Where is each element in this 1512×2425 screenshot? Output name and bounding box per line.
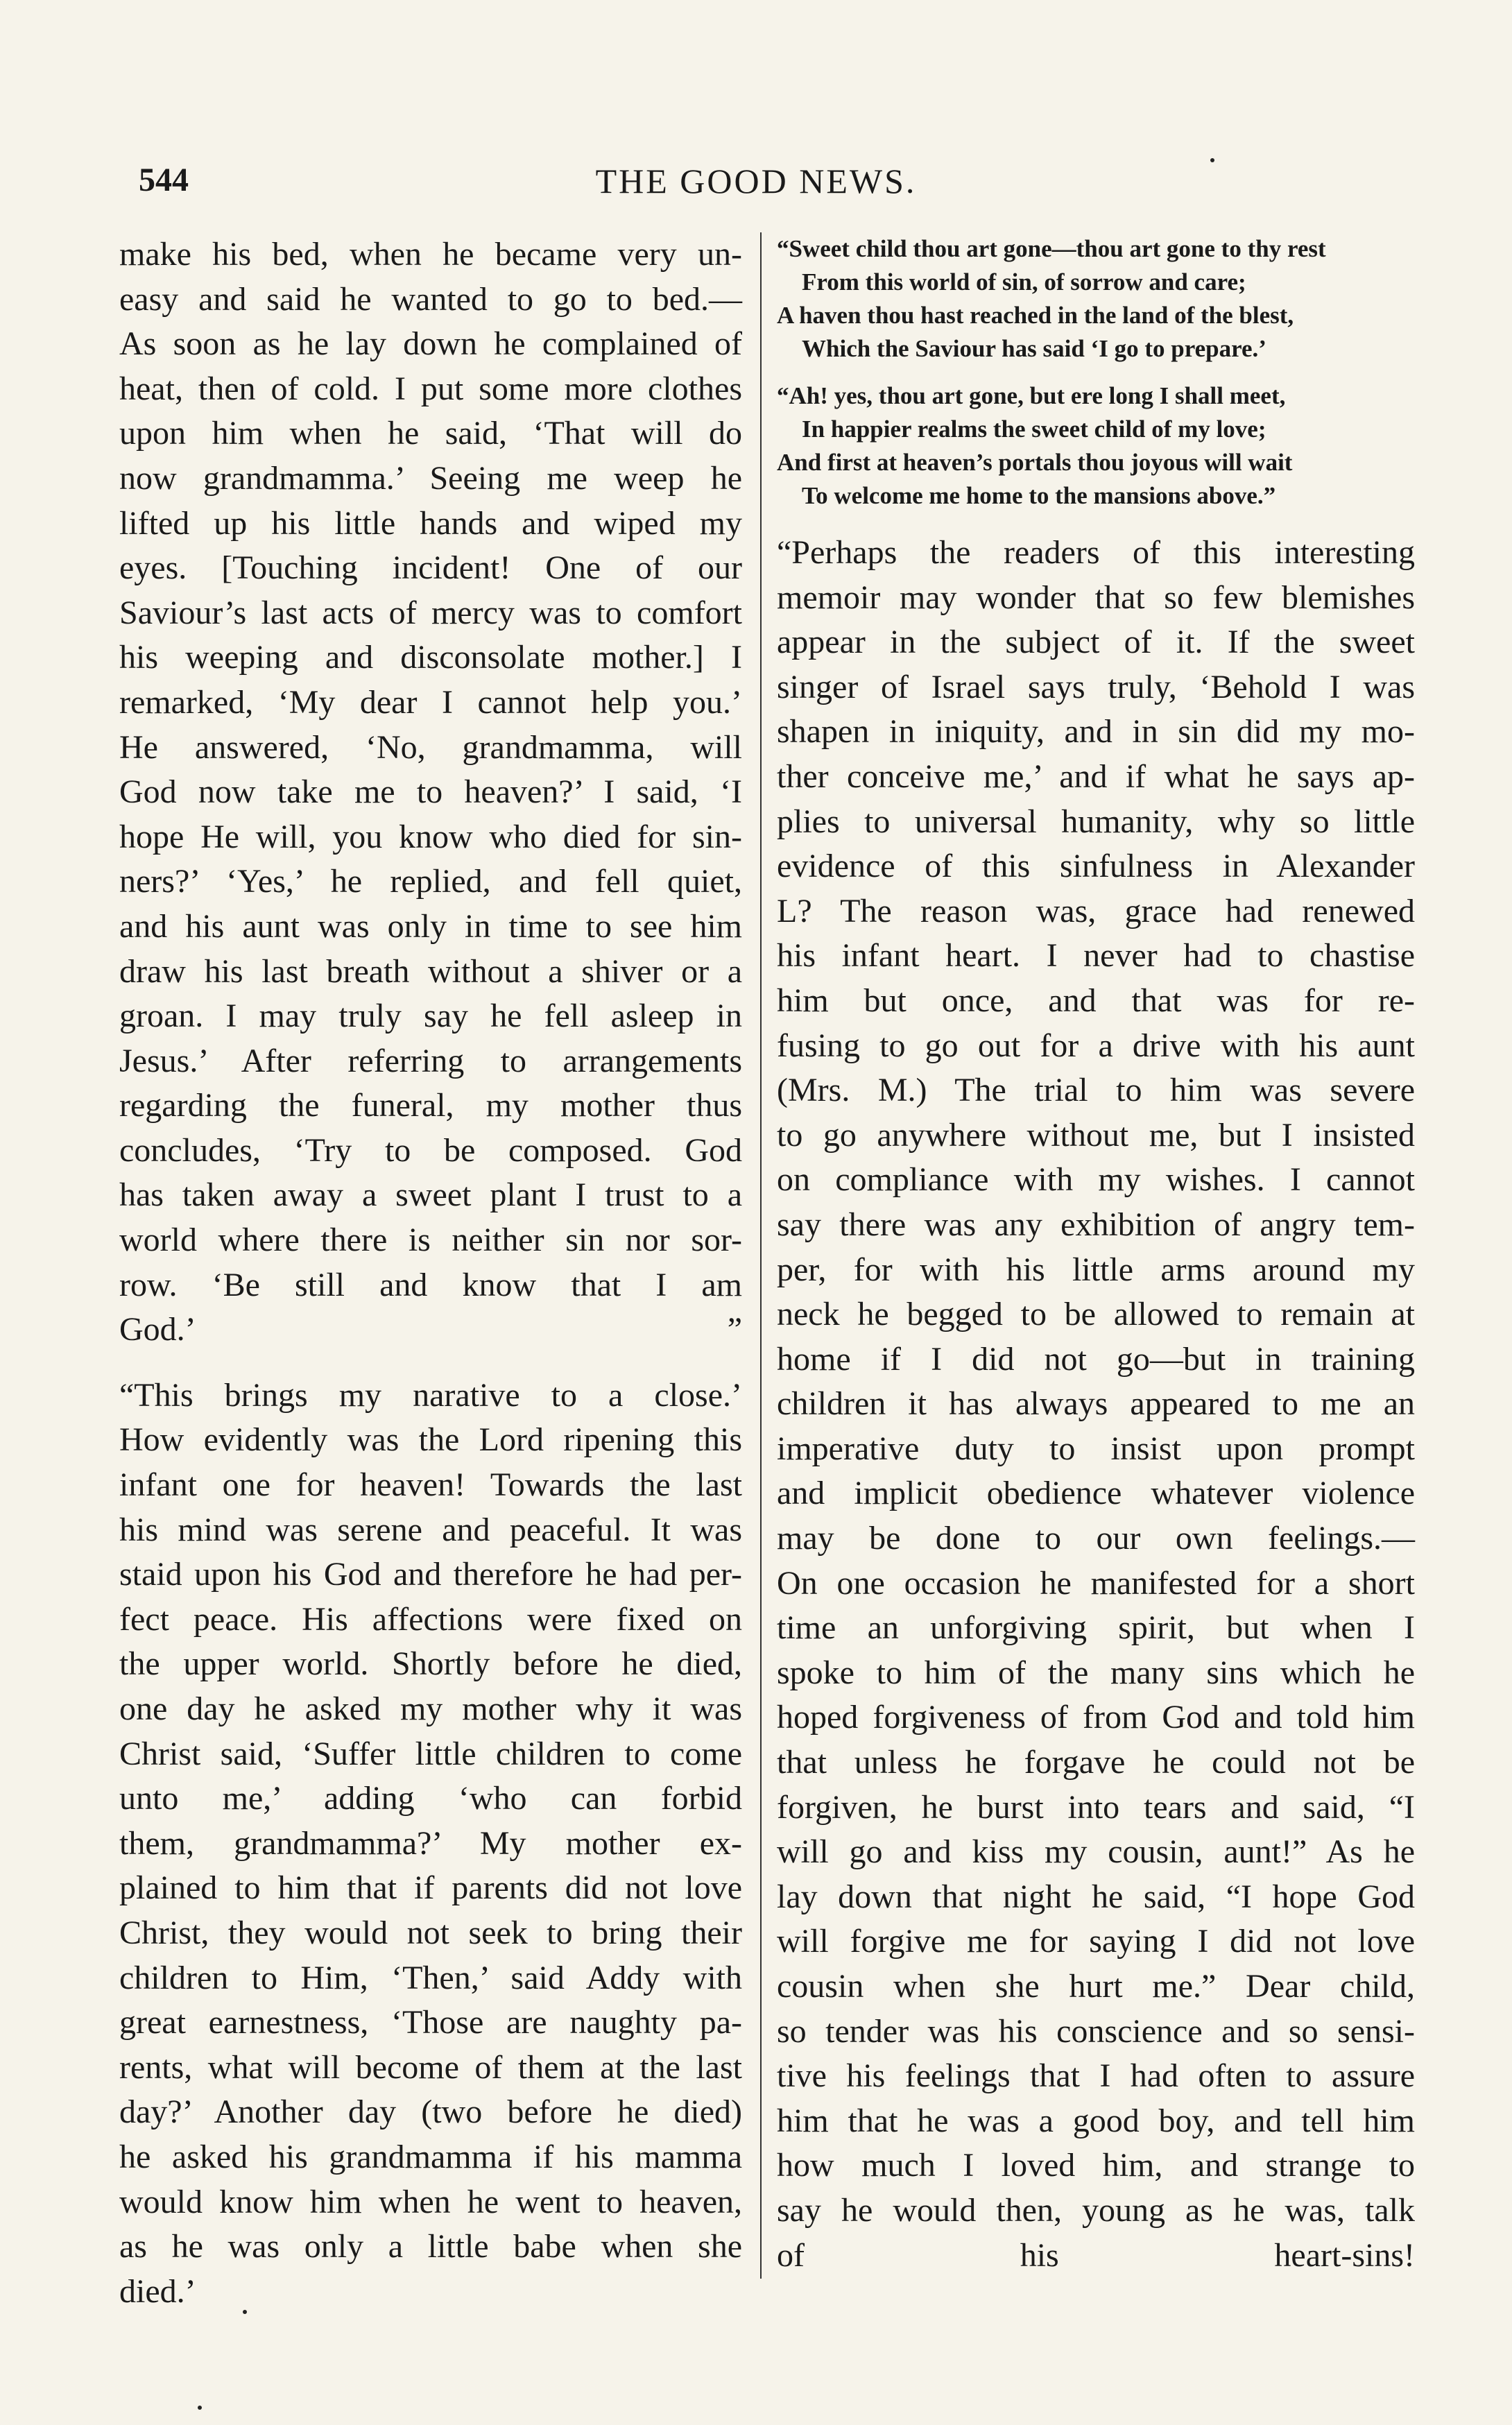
text-line: remarked, ‘My dear I cannot help you.’ [119,683,742,721]
page-header [111,161,1401,209]
text-line: God.’ ” [119,1311,742,1348]
text-line: tive his feelings that I had often to assure [777,2057,1415,2095]
text-line: shapen in iniquity, and in sin did my mo- [777,713,1415,751]
text-line: concludes, ‘Try to be composed. God [119,1131,742,1169]
text-line: draw his last breath without a shiver or a [119,952,742,990]
text-line: to go anywhere without me, but I insisted [777,1116,1415,1154]
text-line: spoke to him of the many sins which he [777,1654,1415,1691]
text-line: his weeping and disconsolate mother.] I [119,639,742,676]
text-line: On one occasion he manifested for a short [777,1564,1415,1602]
text-line: how much I loved him, and strange to [777,2147,1415,2184]
verse-line: “Ah! yes, thou art gone, but ere long I shall meet, [777,382,1286,409]
verse-line: From this world of sin, of sorrow and care; [802,268,1246,295]
text-line: regarding the funeral, my mother thus [119,1087,742,1124]
print-speck [1210,158,1214,162]
verse-line: In happier realms the sweet child of my love; [802,415,1266,443]
text-line: as he was only a little babe when she [119,2228,742,2265]
text-line: God now take me to heaven?’ I said, ‘I [119,773,742,811]
text-line: lay down that night he said, “I hope God [777,1878,1415,1915]
text-line: him that he was a good boy, and tell him [777,2102,1415,2139]
text-line: (Mrs. M.) The trial to him was severe [777,1072,1415,1109]
text-line: say he would then, young as he was, talk [777,2191,1415,2229]
text-line: ners?’ ‘Yes,’ he replied, and fell quiet, [119,863,742,900]
text-line: and his aunt was only in time to see him [119,907,742,945]
text-line: he asked his grandmamma if his mamma [119,2138,742,2175]
text-line: home if I did not go—but in training [777,1340,1415,1378]
text-line: cousin when she hurt me.” Dear child, [777,1968,1415,2005]
text-line: say there was any exhibition of angry tem- [777,1206,1415,1243]
text-line: upon him when he said, ‘That will do [119,415,742,452]
text-line: died.’ [119,2272,196,2310]
text-line: so tender was his conscience and so sensi- [777,2012,1415,2050]
text-line: Christ said, ‘Suffer little children to come [119,1735,742,1772]
text-line: would know him when he went to heaven, [119,2183,742,2220]
text-line: neck he begged to be allowed to remain at [777,1296,1415,1333]
text-line: the upper world. Shortly before he died, [119,1645,742,1683]
text-line: easy and said he wanted to go to bed.— [119,280,742,318]
print-speck [243,2310,247,2314]
text-line: has taken away a sweet plant I trust to a [119,1176,742,1214]
text-line: plained to him that if parents did not love [119,1869,742,1907]
text-line: fect peace. His affections were fixed on [119,1600,742,1638]
text-line: one day he asked my mother why it was [119,1690,742,1727]
text-line: now grandmamma.’ Seeing me weep he [119,459,742,497]
text-line: on compliance with my wishes. I cannot [777,1161,1415,1199]
text-line: groan. I may truly say he fell asleep in [119,997,742,1035]
left-paragraph-1 [119,232,742,1353]
text-line: may be done to our own feelings.— [777,1520,1415,1557]
verse-line: And first at heaven’s portals thou joyous will wait [777,449,1293,476]
text-line: make his bed, when he became very un- [119,236,742,273]
text-line: his infant heart. I never had to chastise [777,937,1415,975]
text-line: fusing to go out for a drive with his aunt [777,1027,1415,1064]
text-line: hope He will, you know who died for sin- [119,818,742,855]
verse-line: “Sweet child thou art gone—thou art gone to thy rest [777,235,1326,262]
poem-stanza-1 [777,232,1415,366]
text-line: day?’ Another day (two before he died) [119,2093,742,2131]
right-column [777,232,1415,2278]
left-column [119,232,742,2314]
column-divider [760,232,762,2279]
text-line: imperative duty to insist upon prompt [777,1430,1415,1467]
text-line: unto me,’ adding ‘who can forbid [119,1780,742,1817]
text-line: forgiven, he burst into tears and said, “I [777,1788,1415,1826]
text-line: his mind was serene and peaceful. It was [119,1511,742,1548]
verse-line: To welcome me home to the mansions above.” [802,482,1276,509]
text-line: children to Him, ‘Then,’ said Addy with [119,1959,742,1996]
text-line: great earnestness, ‘Those are naughty pa- [119,2004,742,2041]
text-line: ther conceive me,’ and if what he says ap- [777,757,1415,795]
text-line: them, grandmamma?’ My mother ex- [119,1824,742,1862]
left-paragraph-2 [119,1373,742,2314]
text-line: world where there is neither sin nor sor- [119,1222,742,1259]
text-line: staid upon his God and therefore he had per- [119,1556,742,1593]
text-line: How evidently was the Lord ripening this [119,1421,742,1459]
running-title: THE GOOD NEWS. [595,162,917,200]
poem [777,232,1415,513]
text-line: time an unforgiving spirit, but when I [777,1609,1415,1647]
text-line: L? The reason was, grace had renewed [777,892,1415,929]
text-line: “Perhaps the readers of this interesting [777,534,1415,571]
text-line: him but once, and that was for re- [777,982,1415,1019]
text-line: appear in the subject of it. If the sweet [777,624,1415,661]
text-line: heat, then of cold. I put some more clothes [119,370,742,407]
text-line: will go and kiss my cousin, aunt!” As he [777,1833,1415,1871]
poem-stanza-2 [777,379,1415,513]
text-line: rents, what will become of them at the last [119,2048,742,2086]
page-number: 544 [139,162,189,198]
text-line: infant one for heaven! Towards the last [119,1466,742,1504]
text-line: hoped forgiveness of from God and told him [777,1699,1415,1736]
text-line: row. ‘Be still and know that I am [119,1266,742,1303]
text-line: eyes. [Touching incident! One of our [119,549,742,587]
text-line: and implicit obedience whatever violence [777,1475,1415,1512]
right-paragraph [777,531,1415,2278]
text-line: evidence of this sinfulness in Alexander [777,848,1415,885]
text-line: “This brings my narative to a close.’ [119,1376,742,1414]
text-line: of his heart-sins! [777,2236,1415,2274]
text-line: Christ, they would not seek to bring their [119,1914,742,1951]
text-line: per, for with his little arms around my [777,1251,1415,1288]
text-line: children it has always appeared to me an [777,1385,1415,1423]
text-line: Saviour’s last acts of mercy was to comfort [119,594,742,631]
text-line: Jesus.’ After referring to arrangements [119,1042,742,1079]
verse-line: A haven thou hast reached in the land of the blest, [777,302,1294,329]
text-line: that unless he forgave he could not be [777,1744,1415,1781]
text-line: As soon as he lay down he complained of [119,325,742,363]
text-line: memoir may wonder that so few blemishes [777,579,1415,616]
text-line: He answered, ‘No, grandmamma, will [119,728,742,766]
text-line: will forgive me for saying I did not love [777,1923,1415,1960]
print-speck [198,2406,202,2410]
text-line: singer of Israel says truly, ‘Behold I was [777,668,1415,705]
text-line: lifted up his little hands and wiped my [119,504,742,542]
verse-line: Which the Saviour has said ‘I go to prepare.’ [802,335,1266,362]
text-line: plies to universal humanity, why so little [777,803,1415,840]
